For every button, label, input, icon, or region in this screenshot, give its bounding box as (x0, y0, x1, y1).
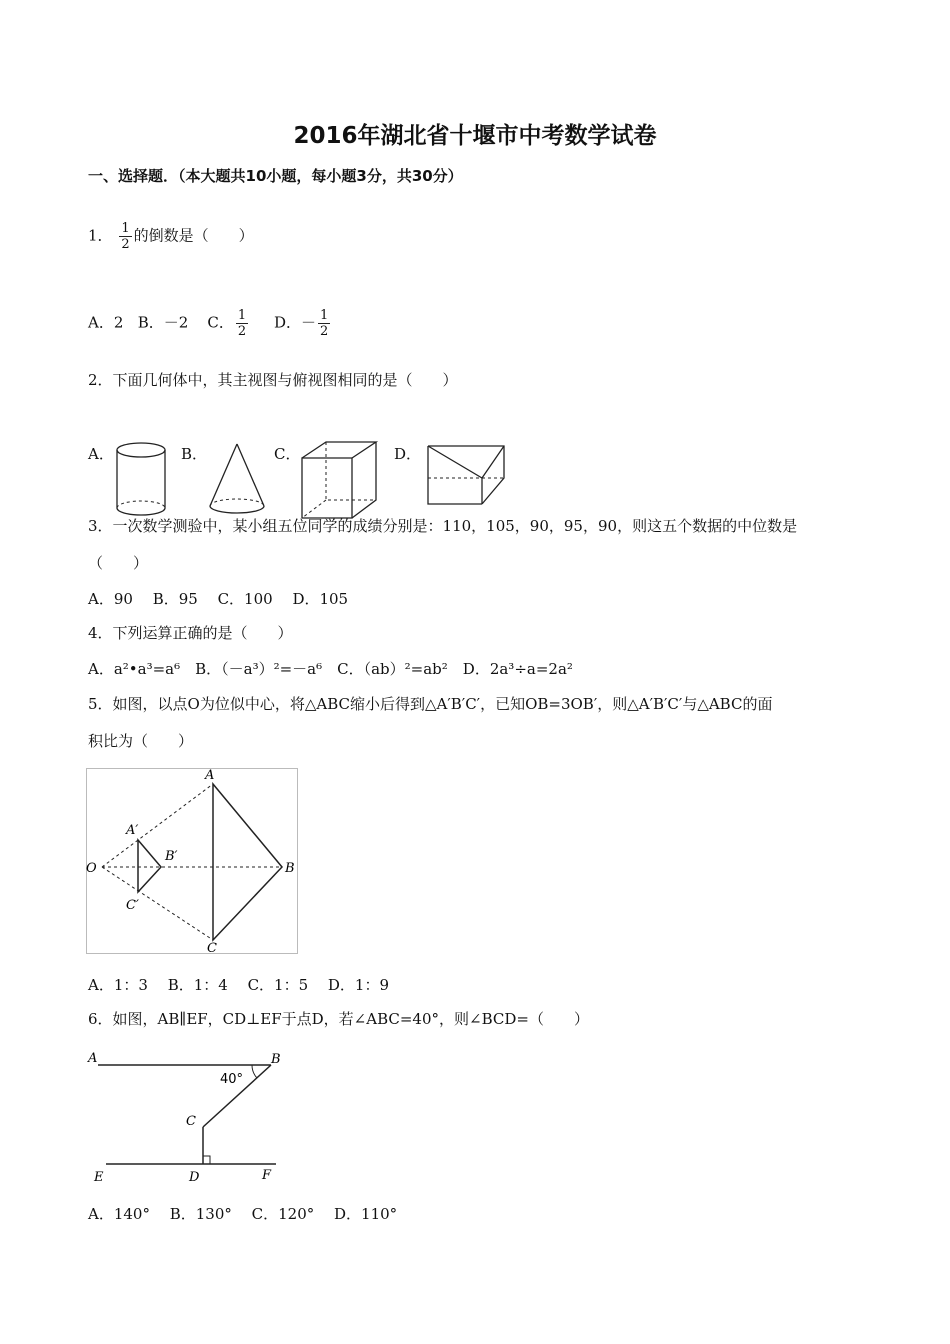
label-E: E (94, 1170, 104, 1185)
label-O: O (86, 861, 97, 876)
q1-frac-denominator: 2 (121, 237, 130, 252)
q2-label-b: B． (181, 445, 208, 463)
angle-label: 40° (220, 1072, 244, 1087)
label-C: C (186, 1114, 196, 1129)
question-5-line2: 积比为（ ） (88, 732, 194, 750)
label-B-prime: B′ (165, 849, 178, 864)
q1-c-num: 1 (237, 308, 247, 323)
label-F: F (262, 1168, 272, 1183)
q2-label-c: C． (274, 445, 301, 463)
q1-option-c-fraction (236, 308, 248, 339)
q1-option-c: C． (207, 313, 234, 332)
q3-answer-paren: （ ） (88, 554, 149, 572)
label-B: B (285, 861, 295, 876)
cone-figure (204, 440, 270, 520)
q1-c-den: 2 (237, 324, 247, 339)
cube-figure (298, 440, 380, 522)
question-5-line1: 5．如图，以点O为位似中心，将△ABC缩小后得到△A′B′C′，已知OB=3OB′，则△A′B′C′与△ABC的面 (88, 695, 773, 713)
exam-title: 2016年湖北省十堰市中考数学试卷 (293, 123, 657, 149)
question-6: 6．如图，AB∥EF，CD⊥EF于点D，若∠ABC=40°，则∠BCD=（ ） (88, 1010, 589, 1028)
label-A: A (205, 768, 215, 783)
q1-option-d-fraction (318, 308, 330, 339)
q1-option-a: A．2 (88, 313, 124, 332)
q5-similar-triangles-figure (86, 768, 298, 954)
label-A: A (88, 1051, 98, 1066)
q1-stem: 的倒数是（ ） (133, 226, 254, 245)
question-3: 3．一次数学测验中，某小组五位同学的成绩分别是：110，105，90，95，90，则这五个数据的中位数是 (88, 517, 798, 535)
question-1 (88, 221, 254, 252)
cylinder-figure (110, 440, 172, 520)
q2-label-d: D． (394, 445, 422, 463)
q4-options: A．a²•a³=a⁶ B．（－a³）²=－a⁶ C．（ab）²=ab² D．2a³÷a=2a² (88, 660, 573, 678)
q1-d-num: 1 (320, 308, 329, 323)
q1-option-d: D．－ (273, 313, 316, 332)
q1-fraction (119, 221, 131, 252)
q2-label-a: A． (88, 445, 114, 463)
q5-options: A．1：3 B．1：4 C．1：5 D．1：9 (88, 976, 390, 994)
q1-options (88, 308, 332, 339)
label-B: B (271, 1052, 281, 1067)
label-C-prime: C′ (126, 898, 139, 913)
q1-frac-numerator: 1 (121, 221, 130, 236)
question-4: 4．下列运算正确的是（ ） (88, 624, 293, 642)
question-2: 2．下面几何体中，其主视图与俯视图相同的是（ ） (88, 371, 458, 389)
label-C: C (207, 941, 217, 956)
label-A-prime: A′ (126, 823, 139, 838)
q1-number: 1． (88, 226, 113, 245)
q6-parallel-lines-figure (86, 1045, 286, 1185)
q3-options: A．90 B．95 C．100 D．105 (88, 590, 349, 608)
q1-option-b: B．－2 (137, 313, 189, 332)
q1-d-den: 2 (320, 324, 329, 339)
section-heading: 一、选择题．（本大题共10小题，每小题3分，共30分） (88, 167, 463, 185)
triangular-prism-figure (418, 442, 510, 508)
q6-options: A．140° B．130° C．120° D．110° (88, 1205, 398, 1223)
label-D: D (189, 1170, 200, 1185)
